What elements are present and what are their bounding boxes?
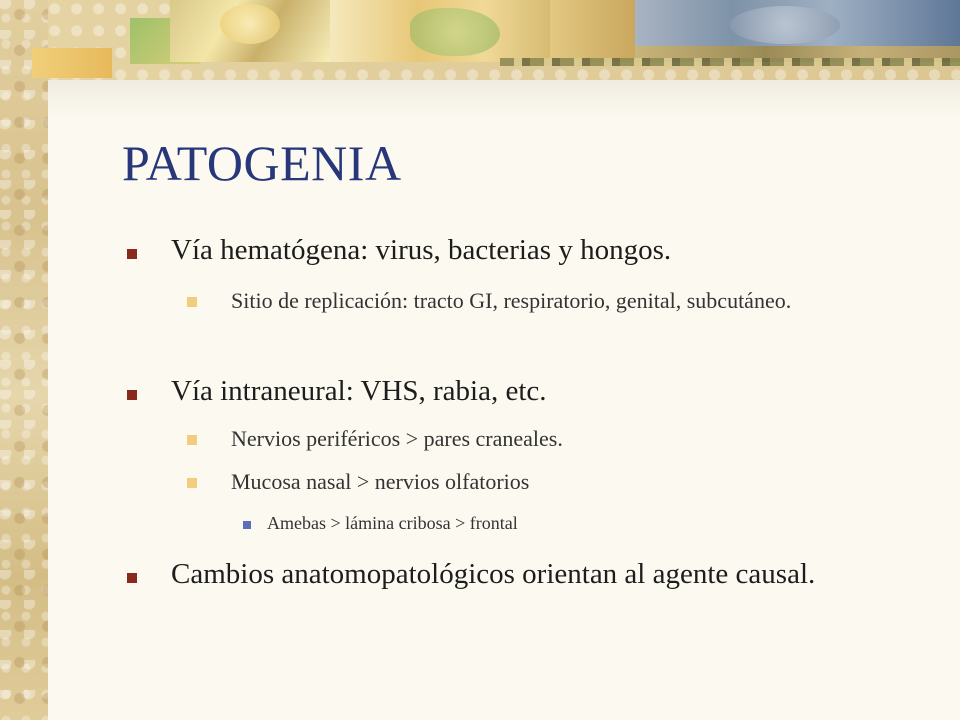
- square-bullet-icon: [127, 249, 137, 259]
- bullet-text: Cambios anatomopatológicos orientan al agente causal.: [171, 558, 816, 590]
- square-bullet-icon: [187, 435, 197, 445]
- square-bullet-icon: [243, 521, 251, 529]
- bullet-text: Vía intraneural: VHS, rabia, etc.: [171, 375, 547, 407]
- bullet-text: Sitio de replicación: tracto GI, respiratorio, genital, subcutáneo.: [231, 288, 792, 313]
- square-bullet-icon: [127, 390, 137, 400]
- bullet-text: Amebas > lámina cribosa > frontal: [267, 513, 518, 533]
- square-bullet-icon: [187, 478, 197, 488]
- bullet-text: Mucosa nasal > nervios olfatorios: [231, 469, 530, 494]
- bullet-text: Vía hematógena: virus, bacterias y hongos.: [171, 234, 672, 266]
- square-bullet-icon: [187, 297, 197, 307]
- slide-title: PATOGENIA: [122, 135, 402, 191]
- square-bullet-icon: [127, 573, 137, 583]
- bullet-text: Nervios periféricos > pares craneales.: [231, 426, 563, 451]
